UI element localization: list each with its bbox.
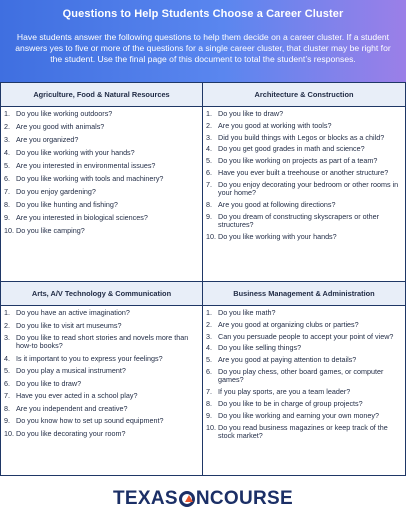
question-item bbox=[206, 424, 403, 441]
question-list bbox=[4, 110, 200, 240]
question-number: 1. bbox=[4, 109, 10, 118]
question-text: Do you like working on projects as part of a team? bbox=[218, 156, 378, 166]
panel-business bbox=[202, 281, 406, 476]
question-number: 3. bbox=[4, 333, 10, 342]
question-item bbox=[206, 356, 403, 364]
question-number: 10. bbox=[206, 231, 216, 241]
question-item bbox=[4, 188, 200, 196]
question-item bbox=[206, 122, 403, 130]
question-item bbox=[4, 392, 200, 400]
question-number: 2. bbox=[206, 120, 212, 130]
question-number: 7. bbox=[206, 387, 212, 397]
question-item bbox=[206, 344, 403, 352]
question-item bbox=[4, 149, 200, 157]
question-text: Do you like to read short stories and novels more than how-to books? bbox=[16, 333, 189, 351]
question-text: Do you like to draw? bbox=[16, 378, 82, 388]
question-list bbox=[206, 110, 403, 245]
question-item bbox=[4, 175, 200, 183]
question-text: Do you like decorating your room? bbox=[16, 428, 126, 438]
question-item bbox=[4, 355, 200, 363]
question-item bbox=[4, 334, 200, 351]
question-number: 5. bbox=[206, 156, 212, 166]
question-text: Do you have an active imagination? bbox=[16, 308, 130, 317]
question-text: Are you independent and creative? bbox=[16, 403, 128, 413]
question-item bbox=[4, 309, 200, 317]
question-item bbox=[4, 110, 200, 118]
question-number: 9. bbox=[4, 416, 10, 426]
question-item bbox=[206, 333, 403, 341]
panel-title: Arts, A/V Technology & Communication bbox=[1, 282, 202, 306]
question-text: Do you like selling things? bbox=[218, 343, 302, 353]
question-item bbox=[4, 201, 200, 209]
footer bbox=[0, 484, 406, 514]
logo-text-ncourse: NCOURSE bbox=[195, 488, 293, 509]
question-number: 9. bbox=[4, 213, 10, 222]
panel-title: Agriculture, Food & Natural Resources bbox=[1, 83, 202, 107]
question-number: 9. bbox=[206, 410, 212, 420]
question-text: Do you like working and earning your own money? bbox=[218, 410, 380, 420]
question-text: Are you interested in environmental issues? bbox=[16, 161, 156, 170]
question-number: 5. bbox=[4, 161, 10, 170]
question-number: 2. bbox=[4, 122, 10, 131]
question-number: 5. bbox=[4, 366, 10, 376]
question-item bbox=[206, 157, 403, 165]
question-number: 4. bbox=[206, 144, 212, 154]
question-text: Do you like math? bbox=[218, 308, 276, 317]
question-item bbox=[206, 233, 403, 241]
question-text: Do you like to be in charge of group projects? bbox=[218, 398, 363, 408]
question-item bbox=[4, 430, 200, 438]
career-cluster-grid bbox=[0, 82, 406, 476]
question-number: 8. bbox=[4, 403, 10, 413]
question-item bbox=[206, 110, 403, 118]
question-number: 1. bbox=[4, 308, 10, 317]
question-item bbox=[4, 322, 200, 330]
question-item bbox=[206, 309, 403, 317]
question-item bbox=[4, 162, 200, 170]
question-item bbox=[4, 417, 200, 425]
question-text: Is it important to you to express your feelings? bbox=[16, 353, 163, 363]
question-list bbox=[206, 309, 403, 444]
question-number: 6. bbox=[4, 174, 10, 183]
question-item bbox=[4, 227, 200, 235]
question-number: 7. bbox=[4, 391, 10, 401]
question-item bbox=[206, 213, 403, 230]
question-text: Are you good with animals? bbox=[16, 122, 105, 131]
question-number: 9. bbox=[206, 211, 212, 221]
question-number: 5. bbox=[206, 355, 212, 365]
question-number: 6. bbox=[4, 378, 10, 388]
question-item bbox=[206, 181, 403, 198]
question-text: Do you like working outdoors? bbox=[16, 109, 113, 118]
question-item bbox=[206, 400, 403, 408]
question-item bbox=[206, 201, 403, 209]
question-list bbox=[4, 309, 200, 442]
question-text: Do you like working with your hands? bbox=[218, 231, 337, 241]
panel-arts bbox=[0, 281, 203, 476]
question-text: Do you like working with your hands? bbox=[16, 148, 135, 157]
question-text: Do you like to visit art museums? bbox=[16, 320, 122, 330]
question-number: 4. bbox=[206, 343, 212, 353]
question-text: Can you persuade people to accept your point of view? bbox=[218, 331, 394, 341]
question-item bbox=[4, 367, 200, 375]
question-text: If you play sports, are you a team leader? bbox=[218, 387, 351, 397]
question-number: 10. bbox=[4, 428, 14, 438]
question-text: Do you read business magazines or keep track of the stock market? bbox=[218, 422, 388, 440]
question-text: Do you like camping? bbox=[16, 226, 85, 235]
panel-agriculture bbox=[0, 82, 203, 282]
question-text: Do you like hunting and fishing? bbox=[16, 200, 118, 209]
compass-o-icon bbox=[179, 491, 195, 507]
question-number: 4. bbox=[4, 353, 10, 363]
question-number: 7. bbox=[206, 179, 212, 189]
question-number: 7. bbox=[4, 187, 10, 196]
question-text: Do you dream of constructing skyscrapers or other structures? bbox=[218, 211, 379, 230]
question-number: 6. bbox=[206, 167, 212, 177]
question-text: Do you enjoy gardening? bbox=[16, 187, 96, 196]
question-number: 8. bbox=[4, 200, 10, 209]
question-item bbox=[206, 368, 403, 385]
question-text: Are you organized? bbox=[16, 135, 79, 144]
question-text: Are you good at organizing clubs or parties? bbox=[218, 319, 359, 329]
question-number: 10. bbox=[4, 226, 14, 235]
question-item bbox=[4, 214, 200, 222]
question-text: Do you know how to set up sound equipment? bbox=[16, 416, 164, 426]
question-text: Are you interested in biological sciences? bbox=[16, 213, 148, 222]
page-title: Questions to Help Students Choose a Career Cluster bbox=[62, 8, 344, 20]
intro-paragraph: Have students answer the following questions to help them decide on a career cluster. If a student answers yes to five or more of the questions for a single career cluster, that cluster may be right for the student. Use the final page of this document to total the student’s responses. bbox=[15, 32, 391, 64]
page-header bbox=[0, 0, 406, 82]
question-number: 10. bbox=[206, 422, 216, 432]
question-text: Do you play chess, other board games, or computer games? bbox=[218, 366, 384, 385]
question-item bbox=[206, 145, 403, 153]
question-text: Do you like working with tools and machinery? bbox=[16, 174, 164, 183]
question-text: Are you good at working with tools? bbox=[218, 120, 332, 130]
question-number: 8. bbox=[206, 199, 212, 209]
logo-text-texas: TEXAS bbox=[113, 488, 178, 509]
texas-oncourse-logo bbox=[113, 488, 293, 510]
question-text: Do you get good grades in math and science? bbox=[218, 144, 365, 154]
question-item bbox=[4, 136, 200, 144]
question-number: 6. bbox=[206, 366, 212, 376]
question-number: 3. bbox=[206, 132, 212, 142]
question-number: 4. bbox=[4, 148, 10, 157]
question-item bbox=[206, 388, 403, 396]
question-number: 1. bbox=[206, 109, 212, 118]
panel-title: Business Management & Administration bbox=[203, 282, 405, 306]
panel-title: Architecture & Construction bbox=[203, 83, 405, 107]
question-item bbox=[4, 380, 200, 388]
question-number: 1. bbox=[206, 308, 212, 317]
question-text: Do you play a musical instrument? bbox=[16, 366, 126, 376]
question-text: Have you ever built a treehouse or another structure? bbox=[218, 167, 389, 177]
question-text: Have you ever acted in a school play? bbox=[16, 391, 138, 401]
panel-architecture bbox=[202, 82, 406, 282]
question-text: Did you build things with Legos or blocks as a child? bbox=[218, 132, 385, 142]
question-item bbox=[206, 134, 403, 142]
question-text: Do you like to draw? bbox=[218, 109, 284, 118]
question-item bbox=[206, 412, 403, 420]
question-item bbox=[206, 169, 403, 177]
question-number: 3. bbox=[206, 331, 212, 341]
question-item bbox=[4, 123, 200, 131]
question-text: Do you enjoy decorating your bedroom or other rooms in your home? bbox=[218, 179, 399, 198]
question-item bbox=[206, 321, 403, 329]
question-number: 2. bbox=[206, 319, 212, 329]
question-text: Are you good at following directions? bbox=[218, 199, 336, 209]
question-item bbox=[4, 405, 200, 413]
question-number: 3. bbox=[4, 135, 10, 144]
question-text: Are you good at paying attention to details? bbox=[218, 355, 357, 365]
question-number: 8. bbox=[206, 398, 212, 408]
question-number: 2. bbox=[4, 320, 10, 330]
